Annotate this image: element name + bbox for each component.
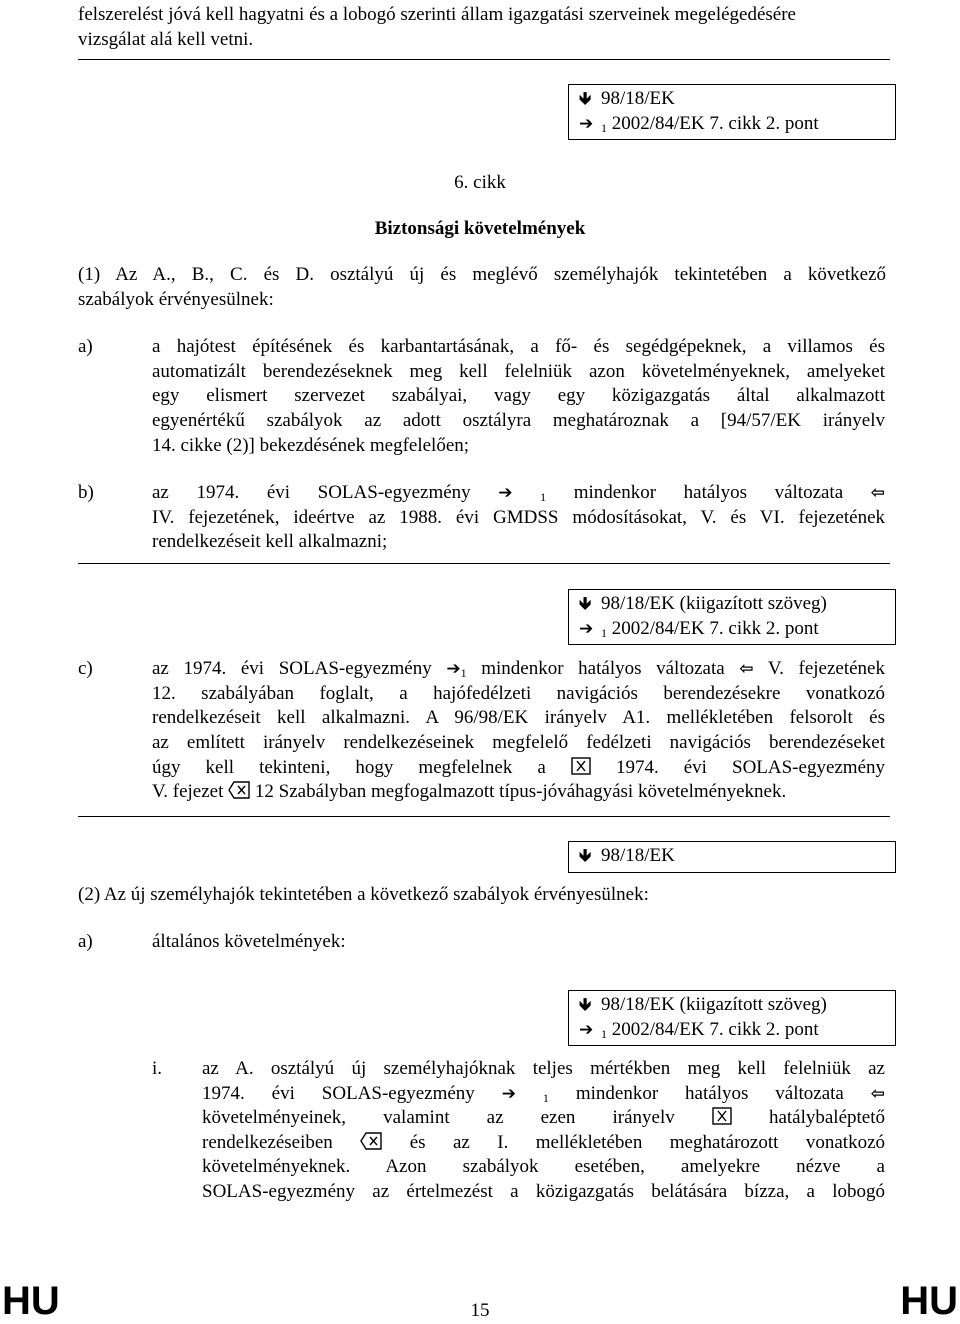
deletion-start-icon: [571, 757, 591, 776]
arrow-right-icon: ➔: [501, 1084, 516, 1104]
reference-box: [568, 589, 896, 645]
arrow-down-icon: 🡻: [579, 846, 592, 866]
paragraph-2: (2) Az új személyhajók tekintetében a következő szabályok érvényesülnek:: [78, 884, 649, 905]
item-c-line: úgy kell tekinteni, hogy megfelelnek a 1974. évi SOLAS-egyezmény: [152, 757, 886, 778]
arrow-right-icon: ➔: [579, 619, 594, 639]
item-b-line: rendelkezéseit kell alkalmazni;: [152, 531, 388, 552]
separator-rule: [78, 816, 890, 817]
paragraph-1-line-1: (1) Az A., B., C. és D. osztályú új és meglévő személyhajók tekintetében a következő: [78, 264, 886, 285]
item-c-line: az említett irányelv rendelkezéseinek megfelelő fedélzeti navigációs berendezéseket: [152, 732, 885, 753]
separator-rule: [78, 59, 890, 60]
reference-line: 🡻 98/18/EK: [579, 845, 675, 866]
item-c-line: rendelkezéseit kell alkalmazni. A 96/98/EK irányelv A1. mellékletében felsorolt és: [152, 707, 885, 728]
reference-box: [568, 990, 896, 1046]
top-text-line-1: felszerelést jóvá kell hagyatni és a lobogó szerinti állam igazgatási szerveinek megelégedésére: [78, 4, 796, 25]
article-number: 6. cikk: [454, 172, 506, 193]
reference-line: ➔ $_1$ 2002/84/EK 7. cikk 2. pont: [579, 1019, 819, 1041]
reference-box: [568, 841, 896, 873]
arrow-right-icon: ➔: [579, 1020, 594, 1040]
reference-line: ➔ $_1$ 2002/84/EK 7. cikk 2. pont: [579, 618, 819, 640]
item-a-line: egyenértékű szabályok az adott osztályra meghatároznak a [94/57/EK irányelv: [152, 410, 885, 431]
item-i-marker: i.: [152, 1058, 163, 1079]
separator-rule: [78, 563, 890, 564]
arrow-right-icon: ➔: [498, 483, 513, 503]
reference-line: 🡻 98/18/EK: [579, 88, 675, 109]
arrow-left-icon: ⇦: [870, 1084, 886, 1104]
footer-language-left: HU: [2, 1279, 60, 1323]
item-i-line: SOLAS-egyezmény az értelmezést a közigazgatás belátására bízza, a lobogó: [202, 1181, 885, 1202]
item-c-line: az 1974. évi SOLAS-egyezmény $➔_1$ mindenkor hatályos változata ⇦ V. fejezetének: [152, 658, 885, 680]
arrow-down-icon: 🡻: [579, 594, 592, 614]
item-b-marker: b): [78, 482, 94, 503]
deletion-start-icon: [712, 1107, 732, 1126]
item-i-line: követelményeknek. Azon szabályok esetében, amelyekre nézve a: [202, 1156, 885, 1177]
item-i-line: rendelkezéseiben és az I. mellékletében meghatározott vonatkozó: [202, 1132, 886, 1153]
item-a2-marker: a): [78, 931, 93, 952]
reference-line: 🡻 98/18/EK (kiigazított szöveg): [579, 994, 827, 1015]
item-b-line: az 1974. évi SOLAS-egyezmény ➔ $_1$ mindenkor hatályos változata ⇦: [152, 482, 886, 504]
item-a-line: 14. cikke (2)] bekezdésének megfelelően;: [152, 435, 470, 456]
arrow-left-icon: ⇦: [870, 483, 886, 503]
deletion-end-icon: [360, 1132, 382, 1151]
item-a-line: automatizált berendezéseknek meg kell felelniük azon követelményeknek, amelyeket: [152, 361, 885, 382]
reference-line: ➔ $_1$ 2002/84/EK 7. cikk 2. pont: [579, 113, 819, 135]
item-i-line: az A. osztályú új személyhajóknak teljes mértékben meg kell felelniük az: [202, 1058, 885, 1079]
arrow-right-icon: ➔: [446, 659, 461, 679]
item-a-marker: a): [78, 336, 93, 357]
arrow-down-icon: 🡻: [579, 995, 592, 1015]
item-a2-text: általános követelmények:: [152, 931, 346, 952]
item-c-marker: c): [78, 658, 93, 679]
arrow-right-icon: ➔: [579, 114, 594, 134]
reference-box: [568, 84, 896, 140]
item-c-line: V. fejezet 12 Szabályban megfogalmazott típus-jóváhagyási követelményeknek.: [152, 781, 787, 802]
item-c-line: 12. szabályában foglalt, a hajófedélzeti navigációs berendezésekre vonatkozó: [152, 683, 885, 704]
article-title: Biztonsági követelmények: [374, 218, 586, 239]
page-number: 15: [470, 1300, 490, 1321]
item-a-line: egy elismert szervezet szabályai, vagy egy közigazgatás által alkalmazott: [152, 385, 885, 406]
top-text-line-2: vizsgálat alá kell vetni.: [78, 29, 254, 50]
item-b-line: IV. fejezetének, ideértve az 1988. évi GMDSS módosításokat, V. és VI. fejezetének: [152, 507, 885, 528]
item-i-line: követelményeinek, valamint az ezen irányelv hatálybaléptető: [202, 1107, 886, 1128]
arrow-left-icon: ⇦: [739, 659, 754, 679]
arrow-down-icon: 🡻: [579, 89, 592, 109]
footer-language-right: HU: [900, 1279, 958, 1323]
deletion-end-icon: [228, 781, 250, 800]
item-i-line: 1974. évi SOLAS-egyezmény ➔ $_1$ mindenkor hatályos változata ⇦: [202, 1083, 886, 1105]
paragraph-1-line-2: szabályok érvényesülnek:: [78, 289, 274, 310]
item-a-line: a hajótest építésének és karbantartásának, a fő- és segédgépeknek, a villamos és: [152, 336, 885, 357]
reference-line: 🡻 98/18/EK (kiigazított szöveg): [579, 593, 827, 614]
